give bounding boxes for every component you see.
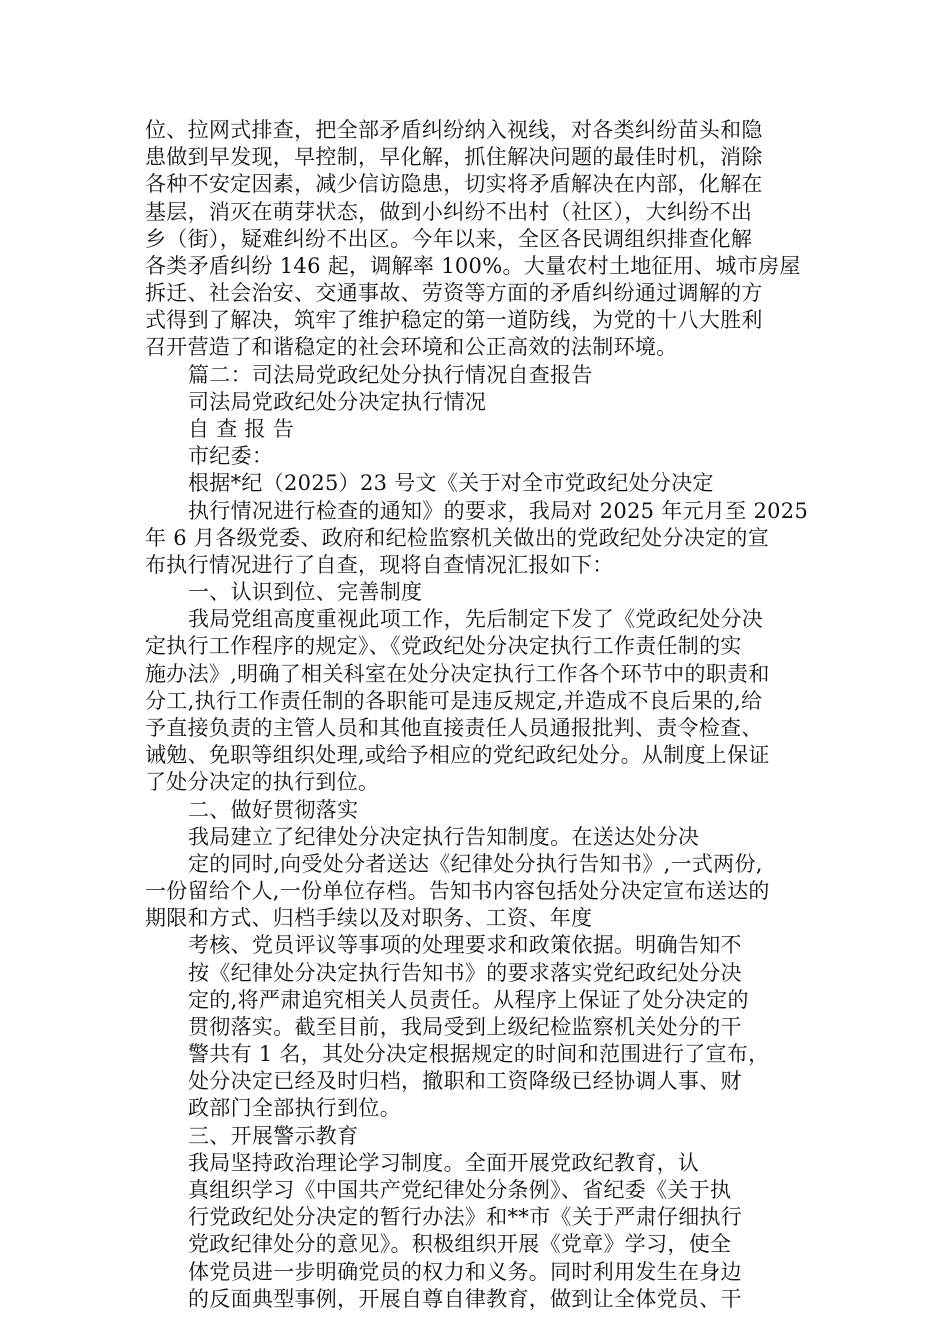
text-line: 执行情况进行检查的通知》的要求，我局对 2025 年元月至 2025 bbox=[188, 498, 809, 523]
text-line: 了处分决定的执行到位。 bbox=[145, 770, 380, 795]
text-line: 行党政纪处分决定的暂行办法》和**市《关于严肃仔细执行 bbox=[188, 1205, 743, 1230]
text-line: 予直接负责的主管人员和其他直接责任人员通报批判、责令检查、 bbox=[145, 715, 763, 740]
text-line: 党政纪律处分的意见》。积极组织开展《党章》学习，使全 bbox=[188, 1232, 732, 1257]
text-line: 召开营造了和谐稳定的社会环境和公正高效的法制环境。 bbox=[145, 335, 678, 360]
text-line: 一份留给个人,一份单位存档。告知书内容包括处分决定宣布送达的 bbox=[145, 879, 770, 904]
text-line: 式得到了解决，筑牢了维护稳定的第一道防线，为党的十八大胜利 bbox=[145, 308, 763, 333]
text-line: 我局党组高度重视此项工作，先后制定下发了《党政纪处分决 bbox=[188, 607, 764, 632]
text-line: 定的同时,向受处分者送达《纪律处分执行告知书》,一式两份, bbox=[188, 851, 763, 876]
text-line: 分工,执行工作责任制的各职能可是违反规定,并造成不良后果的,给 bbox=[145, 688, 763, 713]
text-line: 乡（街），疑难纠纷不出区。今年以来，全区各民调组织排查化解 bbox=[145, 226, 753, 251]
text-line: 一、认识到位、完善制度 bbox=[188, 580, 423, 605]
text-line: 体党员进一步明确党员的权力和义务。同时利用发生在身边 bbox=[188, 1259, 742, 1284]
text-line: 拆迁、社会治安、交通事故、劳资等方面的矛盾纠纷通过调解的方 bbox=[145, 281, 763, 306]
text-line: 按《纪律处分决定执行告知书》的要求落实党纪政纪处分决 bbox=[188, 960, 742, 985]
text-line: 警共有 1 名，其处分决定根据规定的时间和范围进行了宣布， bbox=[188, 1042, 770, 1067]
text-line: 三、开展警示教育 bbox=[188, 1123, 359, 1148]
text-line: 期限和方式、归档手续以及对职务、工资、年度 bbox=[145, 906, 593, 931]
text-line: 贯彻落实。截至目前，我局受到上级纪检监察机关处分的干 bbox=[188, 1014, 742, 1039]
text-line: 患做到早发现，早控制，早化解，抓住解决问题的最佳时机，消除 bbox=[145, 145, 763, 170]
text-line: 位、拉网式排查，把全部矛盾纠纷纳入视线，对各类纠纷苗头和隐 bbox=[145, 118, 763, 142]
text-line: 我局建立了纪律处分决定执行告知制度。在送达处分决 bbox=[188, 824, 700, 849]
text-line: 篇二：司法局党政纪处分执行情况自查报告 bbox=[188, 362, 593, 387]
text-line: 布执行情况进行了自查，现将自查情况汇报如下： bbox=[145, 552, 614, 577]
text-line: 政部门全部执行到位。 bbox=[188, 1096, 401, 1121]
text-line: 真组织学习《中国共产党纪律处分条例》、省纪委《关于执 bbox=[188, 1178, 732, 1203]
text-line: 根据*纪（2025）23 号文《关于对全市党政纪处分决定 bbox=[188, 471, 714, 496]
text-line: 的反面典型事例，开展自尊自律教育，做到让全体党员、干 bbox=[188, 1286, 742, 1311]
text-line: 市纪委： bbox=[188, 444, 274, 469]
text-line: 自 查 报 告 bbox=[188, 416, 295, 441]
text-line: 定执行工作程序的规定》、《党政纪处分决定执行工作责任制的实 bbox=[145, 634, 742, 659]
text-line: 诫勉、免职等组织处理,或给予相应的党纪政纪处分。从制度上保证 bbox=[145, 743, 770, 768]
text-line: 我局坚持政治理论学习制度。全面开展党政纪教育，认 bbox=[188, 1150, 700, 1175]
text-line: 定的,将严肃追究相关人员责任。从程序上保证了处分决定的 bbox=[188, 987, 749, 1012]
text-line: 基层，消灭在萌芽状态，做到小纠纷不出村（社区），大纠纷不出 bbox=[145, 199, 753, 224]
text-line: 各种不安定因素，减少信访隐患，切实将矛盾解决在内部，化解在 bbox=[145, 172, 763, 197]
text-line: 考核、党员评议等事项的处理要求和政策依据。明确告知不 bbox=[188, 933, 742, 958]
text-line: 二、做好贯彻落实 bbox=[188, 797, 359, 822]
text-line: 年 6 月各级党委、政府和纪检监察机关做出的党政纪处分决定的宣 bbox=[145, 525, 770, 550]
text-line: 各类矛盾纠纷 146 起，调解率 100%。大量农村土地征用、城市房屋 bbox=[145, 253, 801, 278]
text-line: 司法局党政纪处分决定执行情况 bbox=[188, 389, 487, 414]
text-line: 施办法》,明确了相关科室在处分决定执行工作各个环节中的职责和 bbox=[145, 661, 770, 686]
text-line: 处分决定已经及时归档，撤职和工资降级已经协调人事、财 bbox=[188, 1069, 742, 1094]
